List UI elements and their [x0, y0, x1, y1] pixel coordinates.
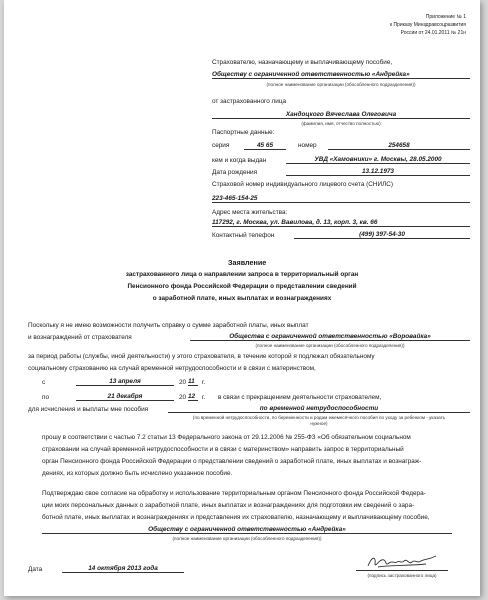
body-p4-line-2: ции моих персональных данных о заработной плате, иных выплатах и вознаграждениях для подготовки им сведений о зара-	[42, 502, 415, 509]
employer-caption: (полное наименование организации (обособленного подразделения))	[255, 343, 405, 348]
title-line-3: о заработной плате, иных выплатах и вознаграждениях	[152, 295, 332, 302]
signature-handwriting	[366, 552, 438, 570]
issued-label: кем и когда выдан	[212, 157, 267, 164]
consent-org: Обществу с ограниченной ответственностью «Андрейка»	[42, 526, 452, 534]
body-p3-line-3: орган Пенсионного фонда Российской Федерации о представлении сведений о заработной плате, иных выплатах и вознаграж-	[42, 458, 422, 465]
phone-value: (499) 397-54-30	[294, 231, 470, 239]
appendix-line-1: Приложение № 1	[425, 14, 466, 20]
period-from-date: 13 апреля	[76, 378, 174, 386]
passport-number: 254658	[328, 142, 470, 150]
period-to-year-prefix: 20	[179, 394, 187, 401]
period-to-label: по	[42, 394, 50, 401]
address-value: 117292, г. Москва, ул. Вавилова, д. 13, корп. 3, кв. 66	[212, 219, 470, 227]
benefit-caption-2: нужное)	[310, 421, 328, 426]
addressee-line: Страхователю, назначающему и выплачивающему пособие,	[212, 59, 393, 66]
benefit-type: по временной нетрудоспособности	[168, 405, 470, 413]
body-p1-line-2: и вознаграждений от страхователя	[28, 334, 132, 341]
body-p2-line-2: социальному страхованию на случай временной нетрудоспособности и в связи с материнством,	[28, 365, 316, 372]
title-line-2: Пенсионного фонда Российской Федерации о представлении сведений	[127, 283, 357, 290]
period-from-year-prefix: 20	[179, 379, 187, 386]
title-line-1: застрахованного лица о направлении запроса в территориальный орган	[125, 271, 359, 278]
period-to-date: 21 декабря	[76, 393, 174, 401]
body-p1-line-1: Поскольку я не имею возможности получить справку о сумме заработной платы, иных выплат	[28, 322, 309, 329]
birth-label: Дата рождения	[212, 169, 258, 176]
insured-name-caption: (фамилия, имя, отчество полностью)	[301, 121, 381, 126]
consent-org-caption: (полное наименование организации (обособленного подразделения))	[172, 536, 322, 541]
benefit-caption-1: (по временной нетрудоспособности, по беременности и родам ежемесячного пособия по уходу за ребенком - указать	[192, 415, 446, 420]
signature-caption: (подпись застрахованного лица)	[367, 573, 437, 578]
passport-label: Паспортные данные:	[212, 129, 275, 136]
phone-label: Контактный телефон	[212, 232, 275, 239]
body-p2-line-1: за период работы (службы, иной деятельности) у этого страхователя, в течение которой я подлежал обязательному	[28, 353, 375, 360]
insured-name: Хандоцкого Вячеслава Олеговича	[212, 111, 470, 119]
date-label: Дата	[28, 566, 43, 573]
body-p3-line-1: прошу в соответствии с частью 7.2 статьи 13 Федерального закона от 29.12.2006 № 255-ФЗ «Об обязательном социальном	[42, 434, 411, 441]
passport-series: 45 65	[244, 142, 286, 150]
cessation-text: в связи с прекращением деятельности страхователем,	[218, 394, 382, 401]
appendix-line-2: к Приказу Минздравсоцразвития	[389, 22, 466, 28]
snils-value: 223-465-154-25	[212, 195, 470, 203]
body-p4-line-3: ботной плате, иных выплатах и вознаграждениях и представления их страхователю, назначающему и выплачивающему пособие,	[42, 514, 430, 521]
address-label: Адрес места жительства:	[212, 209, 288, 216]
period-from-year-suffix: г.	[202, 379, 206, 386]
from-insured-label: от застрахованного лица	[212, 98, 287, 105]
birth-date: 13.12.1973	[286, 168, 470, 176]
appendix-line-3: России от 24.01.2011 № 21н	[400, 30, 466, 36]
period-from-label: с	[42, 379, 46, 386]
signature-graphic	[366, 552, 438, 570]
passport-issued: УВД «Хамовники» г. Москвы, 28.05.2000	[286, 156, 470, 164]
calc-label: для исчисления и выплаты мне пособия	[28, 406, 149, 413]
application-date: 14 октября 2013 года	[62, 565, 184, 573]
addressee-org-caption: (полное наименование организации (обособленного подразделения))	[266, 82, 416, 87]
signature-line	[356, 570, 448, 571]
body-p3-line-2: страховании на случай временной нетрудоспособности и в связи с материнством» направить запрос в территориальный	[42, 446, 404, 453]
period-from-year: 11	[188, 378, 198, 386]
period-to-year-suffix: г.	[202, 394, 206, 401]
body-p4-line-1: Подтверждаю свое согласие на обработку и использование территориальным органом Пенсионного фонда Российской Федера-	[42, 490, 426, 497]
document-heading: Заявление	[228, 258, 267, 267]
number-label: номер	[298, 142, 317, 149]
series-label: серия	[212, 142, 230, 149]
snils-label: Страховой номер индивидуального лицевого счета (СНИЛС)	[212, 181, 394, 188]
body-p3-line-4: дениях, из которых должно быть исчислено указанное пособие.	[42, 470, 233, 477]
employer-name: Общества с ограниченной ответственностью «Воровайка»	[190, 333, 470, 341]
addressee-org: Обществу с ограниченной ответственностью «Андрейка»	[212, 71, 470, 79]
period-to-year: 12	[188, 393, 198, 401]
application-sheet	[4, 0, 480, 596]
